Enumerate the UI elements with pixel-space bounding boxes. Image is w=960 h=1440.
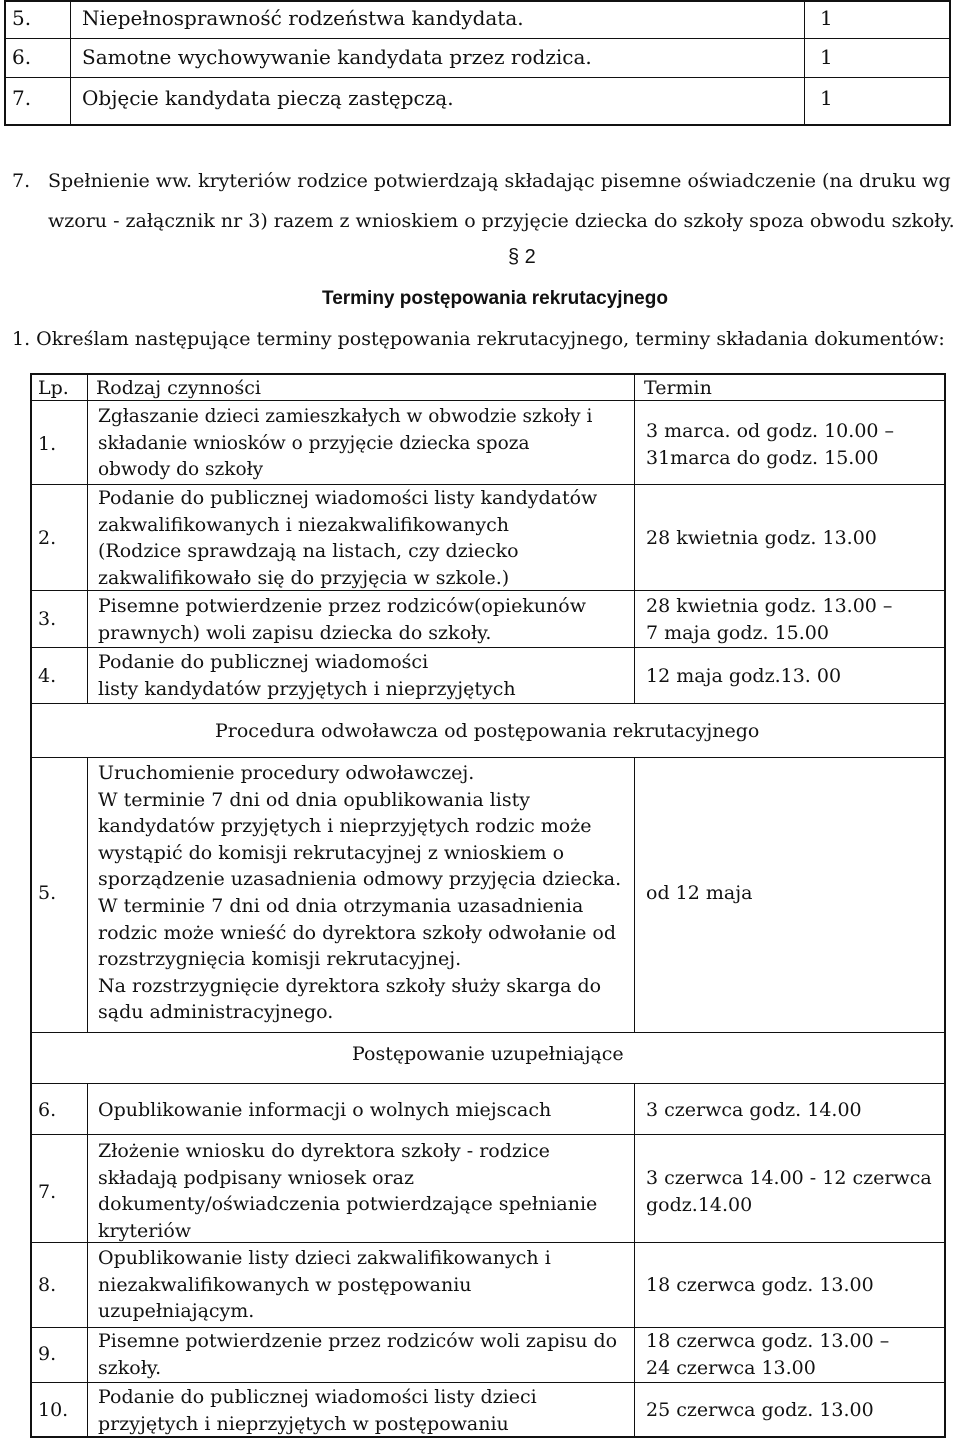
term-line: 3 czerwca 14.00 - 12 czerwca — [646, 1167, 932, 1189]
header-lp: Lp. — [38, 377, 69, 399]
note-number: 7. — [12, 170, 31, 192]
activity-line: Na rozstrzygnięcie dyrektora szkoły służy skarga do — [98, 974, 602, 997]
activity-line: uzupełniającym. — [98, 1300, 255, 1322]
activity-line: Pisemne potwierdzenie przez rodziców(opiekunów — [98, 595, 586, 617]
activity-line: szkoły. — [98, 1356, 162, 1379]
term-line: godz.14.00 — [646, 1193, 753, 1216]
activity-line: Pisemne potwierdzenie przez rodziców woli zapisu do — [98, 1330, 618, 1352]
row-activity — [98, 1328, 617, 1381]
activity-line: składanie wniosków o przyjęcie dziecka spoza — [98, 432, 530, 454]
activity-line: dokumenty/oświadczenia potwierdzające spełnianie — [98, 1193, 598, 1215]
row-lp: 8. — [38, 1274, 57, 1296]
activity-line: zakwalifikowało się do przyjęcia w szkole.) — [98, 566, 510, 589]
term-line: 12 maja godz.13. 00 — [646, 665, 842, 687]
row-lp: 5. — [38, 882, 57, 904]
criteria-number: 6. — [12, 45, 32, 69]
row-lp: 4. — [38, 665, 57, 687]
supplementary-section-header: Postępowanie uzupełniające — [352, 1043, 624, 1065]
activity-line: zakwalifikowanych i niezakwalifikowanych — [98, 513, 510, 536]
intro-paragraph: 1. Określam następujące terminy postępowania rekrutacyjnego, terminy składania dokumentów: — [12, 328, 945, 350]
activity-line: przyjętych i nieprzyjętych w postępowaniu — [98, 1412, 509, 1435]
term-line: 7 maja godz. 15.00 — [646, 621, 829, 644]
activity-line: rozstrzygnięcia komisji rekrutacyjnej. — [98, 948, 462, 971]
row-activity — [98, 404, 592, 484]
row-activity — [98, 1245, 551, 1325]
row-activity — [98, 593, 586, 646]
row-lp: 3. — [38, 608, 57, 630]
criteria-text: Objęcie kandydata pieczą zastępczą. — [82, 86, 454, 110]
activity-line: wystąpić do komisji rekrutacyjnej z wnioskiem o — [98, 841, 565, 864]
row-lp: 10. — [38, 1399, 69, 1421]
activity-line: Podanie do publicznej wiadomości listy dzieci — [98, 1386, 537, 1408]
activity-line: składają podpisany wniosek oraz — [98, 1166, 415, 1189]
row-term — [646, 525, 877, 552]
row-activity — [98, 1097, 551, 1124]
activity-line: Podanie do publicznej wiadomości listy kandydatów — [98, 487, 598, 509]
row-term — [646, 593, 892, 646]
row-lp: 7. — [38, 1181, 57, 1203]
row-activity — [98, 1384, 537, 1437]
row-term — [646, 1097, 862, 1124]
activity-line: rodzic może wnieść do dyrektora szkoły odwołanie od — [98, 921, 616, 944]
activity-line: kryteriów — [98, 1219, 192, 1242]
term-line: 3 marca. od godz. 10.00 – — [646, 420, 895, 442]
activity-line: kandydatów przyjętych i nieprzyjętych rodzic może — [98, 815, 592, 838]
criteria-number: 7. — [12, 86, 32, 110]
criteria-number: 5. — [12, 6, 32, 30]
term-line: 3 czerwca godz. 14.00 — [646, 1099, 862, 1121]
term-line: 25 czerwca godz. 13.00 — [646, 1399, 874, 1421]
activity-line: niezakwalifikowanych w postępowaniu — [98, 1273, 472, 1296]
activity-line: Opublikowanie informacji o wolnych miejscach — [98, 1099, 552, 1121]
row-activity — [98, 760, 621, 1026]
row-lp: 6. — [38, 1099, 57, 1121]
section-symbol: § 2 — [508, 246, 536, 268]
activity-line: (Rodzice sprawdzają na listach, czy dziecko — [98, 540, 519, 562]
activity-line: Opublikowanie listy dzieci zakwalifikowanych i — [98, 1247, 551, 1269]
header-activity: Rodzaj czynności — [96, 377, 261, 399]
activity-line: W terminie 7 dni od dnia otrzymania uzasadnienia — [98, 894, 584, 917]
term-line: 31marca do godz. 15.00 — [646, 446, 879, 469]
activity-line: Uruchomienie procedury odwoławczej. — [98, 762, 475, 784]
activity-line: Zgłaszanie dzieci zamieszkałych w obwodzie szkoły i — [98, 406, 593, 427]
row-term — [646, 663, 841, 690]
row-term — [646, 1272, 874, 1299]
header-term: Termin — [644, 377, 712, 399]
activity-line: W terminie 7 dni od dnia opublikowania listy — [98, 788, 530, 811]
row-activity — [98, 649, 516, 702]
row-term — [646, 418, 894, 471]
term-line: 18 czerwca godz. 13.00 — [646, 1274, 874, 1296]
term-line: 28 kwietnia godz. 13.00 — [646, 527, 877, 549]
criteria-points: 1 — [820, 86, 833, 110]
term-line: 24 czerwca 13.00 — [646, 1356, 816, 1379]
row-term — [646, 880, 752, 907]
criteria-points: 1 — [820, 6, 833, 30]
activity-line: Podanie do publicznej wiadomości — [98, 651, 429, 673]
activity-line: obwody do szkoły — [98, 459, 264, 480]
row-activity — [98, 485, 597, 591]
appeal-section-header: Procedura odwoławcza od postępowania rekrutacyjnego — [215, 720, 760, 742]
row-lp: 2. — [38, 527, 57, 549]
row-lp: 1. — [38, 433, 57, 455]
row-term — [646, 1397, 874, 1424]
term-line: 28 kwietnia godz. 13.00 – — [646, 595, 893, 617]
row-activity — [98, 1138, 597, 1244]
activity-line: sądu administracyjnego. — [98, 1001, 334, 1024]
section-title: Terminy postępowania rekrutacyjnego — [322, 288, 668, 309]
activity-line: prawnych) woli zapisu dziecka do szkoły. — [98, 621, 492, 644]
row-lp: 9. — [38, 1343, 57, 1365]
row-term — [646, 1165, 932, 1218]
note-line-2: wzoru - załącznik nr 3) razem z wnioskiem o przyjęcie dziecka do szkoły spoza obwodu szkoły. — [48, 210, 955, 232]
criteria-text: Niepełnosprawność rodzeństwa kandydata. — [82, 6, 524, 30]
criteria-text: Samotne wychowywanie kandydata przez rodzica. — [82, 45, 592, 69]
criteria-points: 1 — [820, 45, 833, 69]
row-term — [646, 1328, 889, 1381]
activity-line: Złożenie wniosku do dyrektora szkoły - rodzice — [98, 1140, 550, 1162]
term-line: od 12 maja — [646, 882, 753, 904]
note-line-1: Spełnienie ww. kryteriów rodzice potwierdzają składając pisemne oświadczenie (na druku wg — [48, 170, 951, 192]
activity-line: sporządzenie uzasadnienia odmowy przyjęcia dziecka. — [98, 868, 622, 891]
term-line: 18 czerwca godz. 13.00 – — [646, 1330, 890, 1352]
activity-line: listy kandydatów przyjętych i nieprzyjętych — [98, 677, 516, 700]
